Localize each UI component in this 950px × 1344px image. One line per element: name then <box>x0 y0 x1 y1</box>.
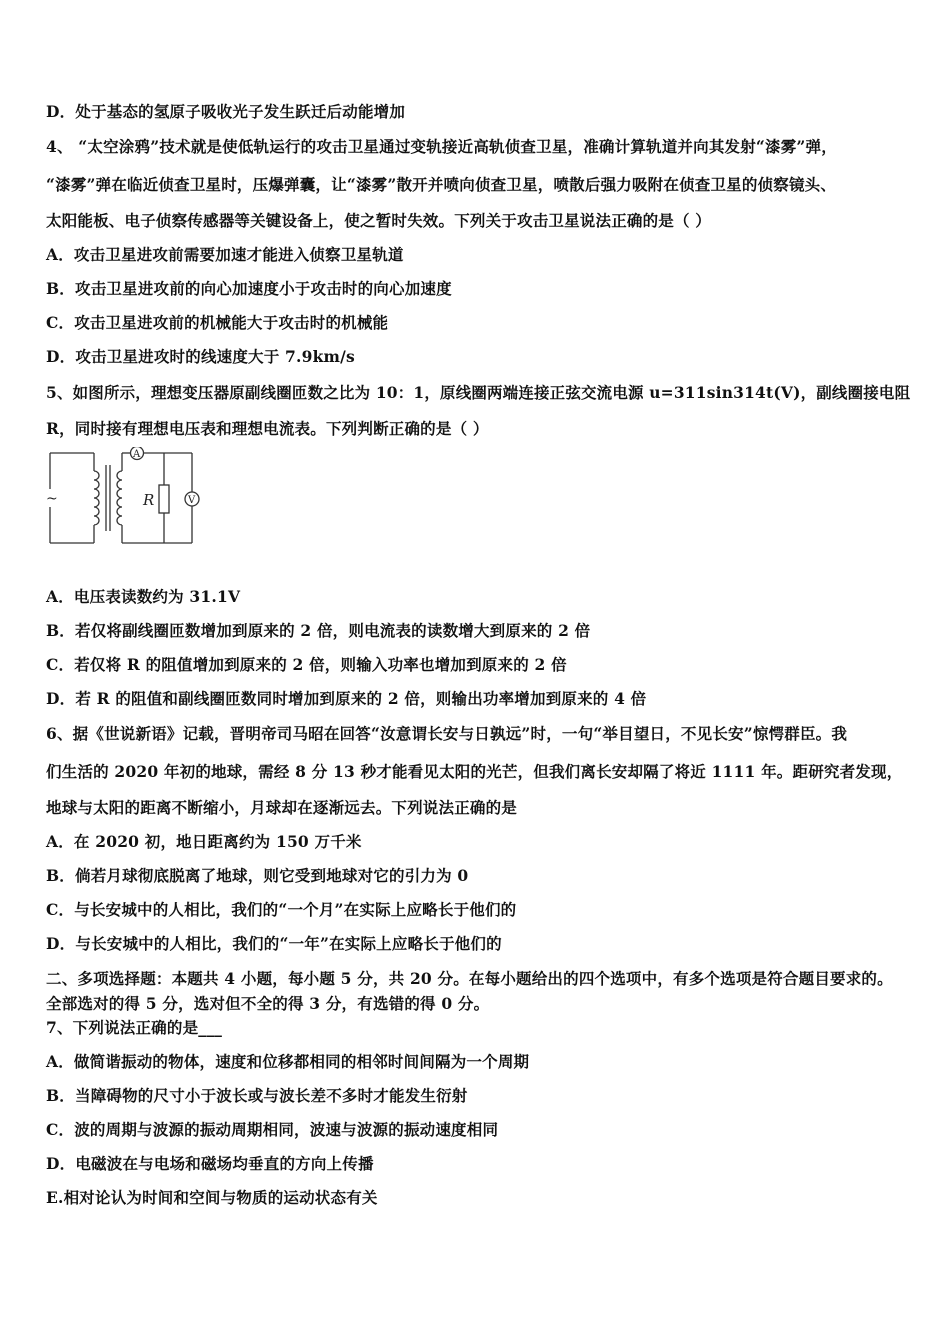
q6-option-c: C．与长安城中的人相比，我们的“一个月”在实际上应略长于他们的 <box>46 900 517 919</box>
q7-option-a: A．做简谐振动的物体，速度和位移都相同的相邻时间间隔为一个周期 <box>46 1052 530 1071</box>
q3-option-d: D．处于基态的氢原子吸收光子发生跃迁后动能增加 <box>46 102 406 121</box>
q4-stem-line-1: 4、 “太空涂鸦”技术就是使低轨运行的攻击卫星通过变轨接近高轨侦查卫星，准确计算轨道并向其发射“漆雾”弹， <box>46 137 837 156</box>
q6-option-a: A．在 2020 初，地日距离约为 150 万千米 <box>46 832 362 851</box>
q5-stem-line-1: 5、如图所示，理想变压器原副线圈匝数之比为 10：1，原线圈两端连接正弦交流电源 u=311sin314t(V)，副线圈接电阻 <box>46 383 911 402</box>
q4-stem-line-3: 太阳能板、电子侦察传感器等关键设备上，使之暂时失效。下列关于攻击卫星说法正确的是（ ） <box>46 211 711 230</box>
q7-option-e: E.相对论认为时间和空间与物质的运动状态有关 <box>46 1188 378 1207</box>
q5-option-d: D．若 R 的阻值和副线圈匝数同时增加到原来的 2 倍，则输出功率增加到原来的 4 倍 <box>46 689 647 708</box>
q4-option-b: B．攻击卫星进攻前的向心加速度小于攻击时的向心加速度 <box>46 279 452 298</box>
primary-coil <box>94 471 99 525</box>
section2-heading-line-2: 全部选对的得 5 分，选对但不全的得 3 分，有选错的得 0 分。 <box>46 994 490 1013</box>
q6-stem-line-3: 地球与太阳的距离不断缩小，月球却在逐渐远去。下列说法正确的是 <box>46 798 518 817</box>
q5-option-a: A．电压表读数约为 31.1V <box>46 587 241 606</box>
resistor-label: R <box>143 491 155 509</box>
voltmeter-label: V <box>188 495 196 506</box>
q5-option-c: C．若仅将 R 的阻值增加到原来的 2 倍，则输入功率也增加到原来的 2 倍 <box>46 655 567 674</box>
ac-source-symbol: ~ <box>46 491 58 507</box>
section2-heading-line-1: 二、多项选择题：本题共 4 小题，每小题 5 分，共 20 分。在每小题给出的四个选项中，有多个选项是符合题目要求的。 <box>46 969 893 988</box>
q7-stem: 7、下列说法正确的是___ <box>46 1018 223 1037</box>
q4-option-c: C．攻击卫星进攻前的机械能大于攻击时的机械能 <box>46 313 389 332</box>
secondary-coil <box>117 471 122 525</box>
q7-option-c: C．波的周期与波源的振动周期相同，波速与波源的振动速度相同 <box>46 1120 499 1139</box>
q6-option-b: B．倘若月球彻底脱离了地球，则它受到地球对它的引力为 0 <box>46 866 469 885</box>
q4-stem-line-2: “漆雾”弹在临近侦查卫星时，压爆弹囊，让“漆雾”散开并喷向侦查卫星，喷散后强力吸附在侦查卫星的侦察镜头、 <box>46 175 837 194</box>
q5-stem-line-2: R，同时接有理想电压表和理想电流表。下列判断正确的是（ ） <box>46 419 489 438</box>
q6-option-d: D．与长安城中的人相比，我们的“一年”在实际上应略长于他们的 <box>46 934 502 953</box>
ammeter-label: A <box>133 449 141 460</box>
q6-stem-line-2: 们生活的 2020 年初的地球，需经 8 分 13 秒才能看见太阳的光芒，但我们离长安却隔了将近 1111 年。距研究者发现， <box>46 762 903 781</box>
q7-option-d: D．电磁波在与电场和磁场均垂直的方向上传播 <box>46 1154 374 1173</box>
resistor <box>159 485 169 513</box>
q4-option-a: A．攻击卫星进攻前需要加速才能进入侦察卫星轨道 <box>46 245 404 264</box>
q7-option-b: B．当障碍物的尺寸小于波长或与波长差不多时才能发生衍射 <box>46 1086 468 1105</box>
q4-option-d: D．攻击卫星进攻时的线速度大于 7.9km/s <box>46 347 355 366</box>
q6-stem-line-1: 6、据《世说新语》记载，晋明帝司马昭在回答“汝意谓长安与日孰远”时，一句“举目望日，不见长安”惊愕群臣。我 <box>46 724 848 743</box>
q5-option-b: B．若仅将副线圈匝数增加到原来的 2 倍，则电流表的读数增大到原来的 2 倍 <box>46 621 591 640</box>
transformer-circuit-figure <box>44 447 204 549</box>
